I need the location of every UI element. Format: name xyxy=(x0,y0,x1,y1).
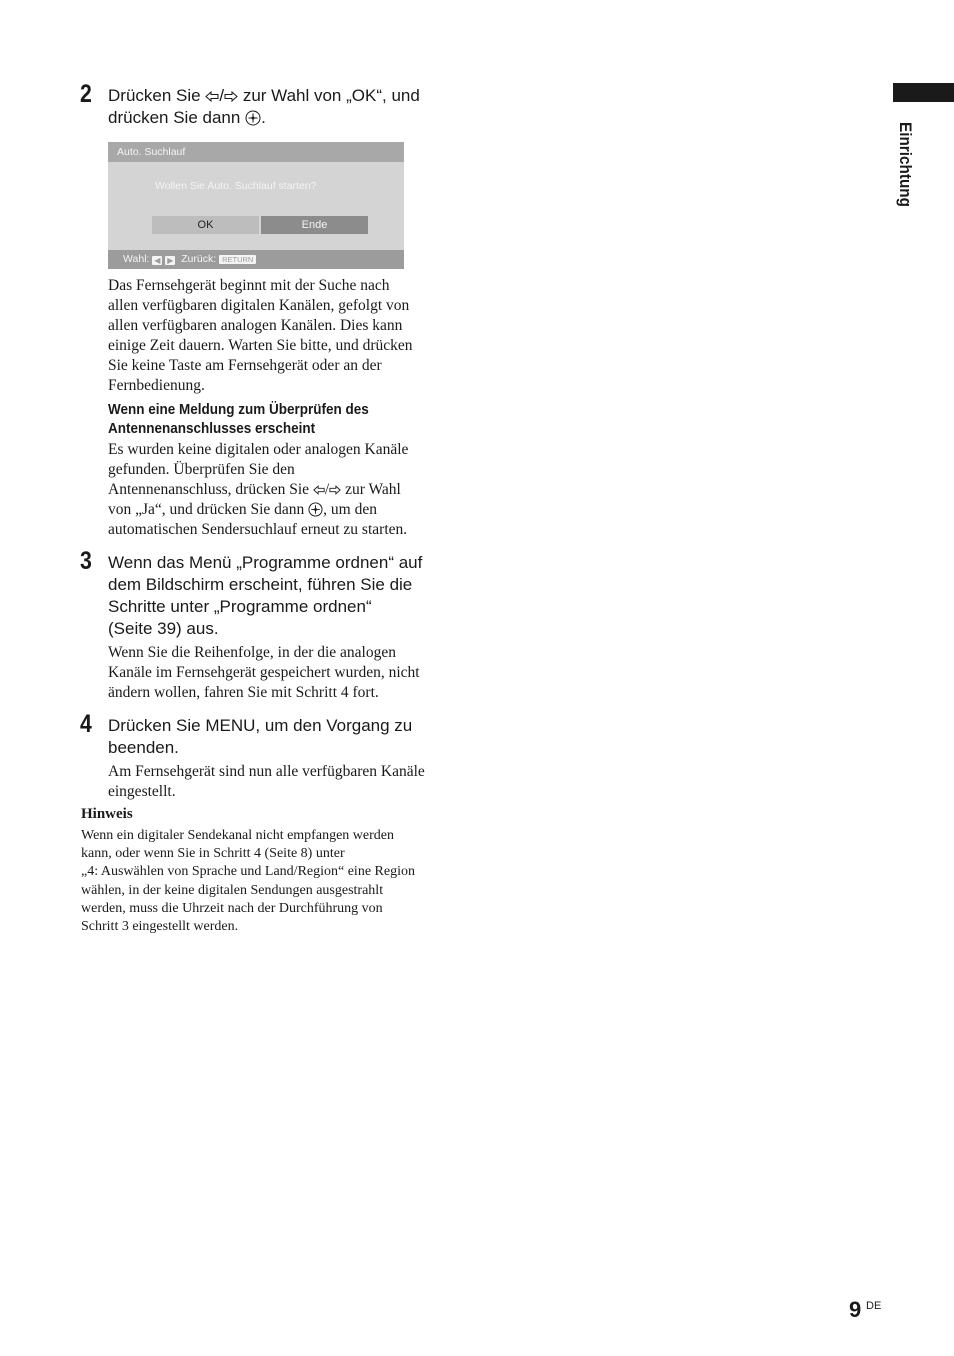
arrow-left-icon xyxy=(205,91,219,102)
step-2-heading-text-2: zur Wahl von „OK“, und xyxy=(242,86,420,105)
body-text: von „Ja“, und drücken Sie dann xyxy=(108,501,305,518)
step-2-heading-text-3: drücken Sie dann xyxy=(108,108,241,127)
body-line: Das Fernsehgerät beginnt mit der Suche nach xyxy=(108,277,390,294)
note-line: werden, muss die Uhrzeit nach der Durchführung von xyxy=(81,900,383,916)
note-body xyxy=(81,827,453,936)
body-line: Es wurden keine digitalen oder analogen Kanäle xyxy=(108,441,409,458)
body-line: Am Fernsehgerät sind nun alle verfügbaren Kanäle xyxy=(108,763,425,780)
body-text: , um den xyxy=(323,501,377,518)
body-line: einige Zeit dauern. Warten Sie bitte, und drücken xyxy=(108,337,413,354)
step-4-heading xyxy=(108,715,460,759)
note-line: Wenn ein digitaler Sendekanal nicht empfangen werden xyxy=(81,828,394,843)
screen-question: Wollen Sie Auto. Suchlauf starten? xyxy=(155,180,317,192)
body-text: zur Wahl xyxy=(345,481,401,498)
note-title: Hinweis xyxy=(81,806,133,822)
heading-line: (Seite 39) aus. xyxy=(108,619,219,638)
step-2-number: 2 xyxy=(80,80,92,108)
section-label: Einrichtung xyxy=(896,122,915,208)
step-3-heading xyxy=(108,552,460,640)
step-4-number: 4 xyxy=(80,710,92,738)
heading-line: dem Bildschirm erscheint, führen Sie die xyxy=(108,575,413,594)
antenna-message-body xyxy=(108,440,453,540)
step-2-heading-text: Drücken Sie xyxy=(108,86,201,105)
enter-button-icon xyxy=(308,502,323,517)
period: . xyxy=(261,108,266,127)
arrow-right-icon xyxy=(329,485,341,495)
screen-title: Auto. Suchlauf xyxy=(108,142,404,162)
body-text: Antennenanschluss, drücken Sie xyxy=(108,481,310,498)
section-tab-marker xyxy=(893,83,954,102)
body-line: Wenn Sie die Reihenfolge, in der die analogen xyxy=(108,644,396,661)
left-key-icon: ◀ xyxy=(154,256,161,265)
note-line: Schritt 3 eingestellt werden. xyxy=(81,919,239,935)
subhead-line: Wenn eine Meldung zum Überprüfen des xyxy=(108,401,369,418)
step-2-heading xyxy=(108,85,460,129)
end-button[interactable]: Ende xyxy=(261,216,368,234)
heading-line: Drücken Sie MENU, um den Vorgang zu xyxy=(108,716,413,735)
footer-select-label: Wahl: xyxy=(123,253,150,265)
step-3-body xyxy=(108,643,453,703)
heading-line: Schritte unter „Programme ordnen“ xyxy=(108,597,372,616)
body-line: Fernbedienung. xyxy=(108,377,205,394)
tv-screen-auto-scan xyxy=(108,142,404,269)
antenna-message-subheading xyxy=(108,400,450,438)
separator: / xyxy=(219,86,225,105)
body-line: gefunden. Überprüfen Sie den xyxy=(108,461,295,478)
screen-footer xyxy=(108,250,404,269)
body-line: allen verfügbaren analogen Kanälen. Dies kann xyxy=(108,317,403,334)
body-line: eingestellt. xyxy=(108,783,176,800)
step-3-number: 3 xyxy=(80,547,92,575)
return-key: RETURN xyxy=(219,255,256,264)
body-line: automatischen Sendersuchlauf erneut zu starten. xyxy=(108,521,408,538)
body-line: ändern wollen, fahren Sie mit Schritt 4 fort. xyxy=(108,684,379,701)
arrow-right-icon xyxy=(224,91,238,102)
enter-button-icon xyxy=(245,110,261,126)
body-line: allen verfügbaren digitalen Kanälen, gefolgt von xyxy=(108,297,410,314)
note-line: kann, oder wenn Sie in Schritt 4 (Seite 8) unter xyxy=(81,846,345,862)
right-key-icon: ▶ xyxy=(167,256,174,265)
ok-button[interactable]: OK xyxy=(152,216,259,234)
body-line: Kanäle im Fernsehgerät gespeichert wurden, nicht xyxy=(108,664,420,681)
heading-line: Wenn das Menü „Programme ordnen“ auf xyxy=(108,553,423,572)
page-number: 9 xyxy=(849,1297,862,1322)
note-line: „4: Auswählen von Sprache und Land/Region“ eine Region xyxy=(81,864,415,880)
step-2-body xyxy=(108,276,453,396)
note-line: wählen, in der keine digitalen Sendungen ausgestrahlt xyxy=(81,882,384,898)
heading-line: beenden. xyxy=(108,738,179,757)
body-line: Sie keine Taste am Fernsehgerät oder an der xyxy=(108,357,382,374)
subhead-line: Antennenanschlusses erscheint xyxy=(108,420,316,437)
arrow-left-icon xyxy=(313,485,325,495)
footer-back-label: Zurück: xyxy=(181,253,217,265)
page-language: DE xyxy=(866,1300,882,1312)
step-4-body xyxy=(108,762,453,802)
separator: / xyxy=(324,481,330,498)
